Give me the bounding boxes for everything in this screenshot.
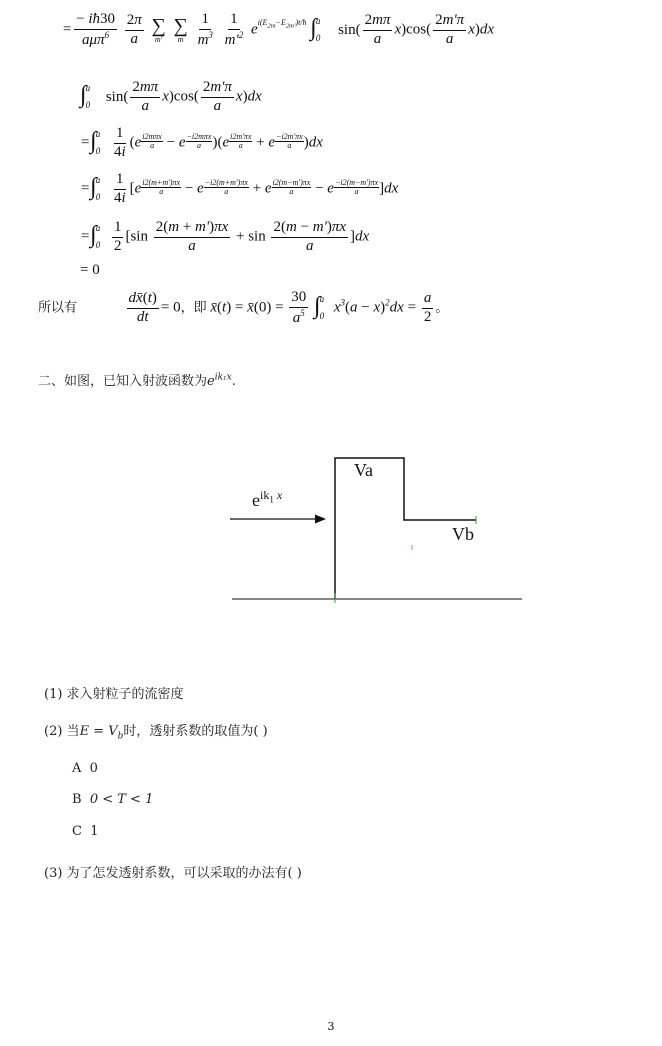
option-a-text: 0 (89, 761, 98, 776)
potential-diagram (222, 448, 530, 612)
incident-wave-e: e (252, 490, 260, 510)
option-b-letter: B (72, 792, 82, 807)
conclusion-label: 所以有 (38, 300, 78, 316)
incident-wave-label (252, 488, 282, 511)
label-vb: Vb (452, 524, 474, 544)
conclusion-line: 所以有 $\frac{dx̄(t)}{dt}$ = 0，即 x̄(t) = x̄(0) = $\frac{30}{a^5}$ ∫ a 0 $x^3(a - x)^2dx$ = $\frac{a}{2}$ 。 (38, 289, 449, 326)
question-2-sub: b (117, 731, 124, 742)
incident-wave-sub: 1 (269, 494, 274, 505)
incident-wave-exp: ik (260, 488, 270, 502)
question-1: (1) 求入射粒子的流密度 (44, 687, 184, 702)
question-2-post: 时，透射系数的取值为( ) (123, 724, 268, 739)
equation-line-5: =∫ a 0 $\frac{1}{2}$ [sin $\frac{2(m + m')\pi x}{a}$ + sin $\frac{2(m - m')\pi x}{a}$ ]dx (80, 219, 370, 254)
option-c (72, 824, 99, 839)
option-a (72, 761, 98, 776)
equation-line-6: = 0 (80, 262, 100, 278)
option-c-text: 1 (90, 824, 99, 839)
question-2-math: E = V (79, 724, 118, 739)
intro-wave-exp: ik₁x (214, 372, 232, 383)
question-2 (44, 720, 268, 742)
option-b (72, 792, 153, 807)
equation-line-2: ∫ a 0 sin( $\frac{2m\pi}{a}$ x)cos( $\frac{2m'\pi}{a}$ x)dx (80, 79, 262, 114)
equation-line-1: = $\frac{- iħ30}{a\mu\pi^6}$ $\frac{2\pi}{a}$ ∑ m' ∑ m $\frac{1}{m^3}$ $\frac{1}{m'^2}$ $ei(E_{2m}-E_{2m'})t/ħ$ ∫ a 0 sin( $\frac{2m\pi}{a}$ x)cos( $\frac{2m'\pi}{a}$ x)dx (62, 11, 495, 48)
conclusion-end: 。 (435, 300, 449, 316)
intro-end: . (231, 374, 236, 389)
problem-intro (38, 370, 236, 389)
option-a-letter: A (72, 761, 82, 776)
intro-wave: e (207, 374, 215, 389)
option-c-letter: C (72, 824, 82, 839)
equation-line-4: =∫ a 0 $\frac{1}{4i}$ [e $\frac{i2(m+m')\pi x}{a}$ − e $\frac{-i2(m+m')\pi x}{a}$ + e $\frac{i2(m-m')\pi x}{a}$ − e $\frac{-i2(m-m')\pi x}{a}$ ]dx (80, 171, 399, 206)
question-3: (3) 为了怎发透射系数，可以采取的办法有( ) (44, 866, 302, 881)
potential-step-figure (222, 448, 530, 612)
equation-line-3: =∫ a 0 $\frac{1}{4i}$ (e i2mπx a − e −i2mπx a )(e $\frac{i2m'\pi x}{a}$ + e $\frac{-i2m'\pi x}{a}$ )dx (80, 125, 323, 160)
incident-arrow-head (315, 515, 326, 524)
option-b-text: 0 < T < 1 (89, 792, 154, 807)
question-2-pre: (2) 当 (44, 724, 80, 739)
incident-wave-x: x (276, 488, 283, 502)
label-va: Va (354, 460, 373, 480)
page-number: 3 (327, 1020, 335, 1033)
conclusion-mid: ，即 (180, 300, 207, 316)
problem-intro-text: 二、如图，已知入射波函数为 (38, 374, 208, 389)
